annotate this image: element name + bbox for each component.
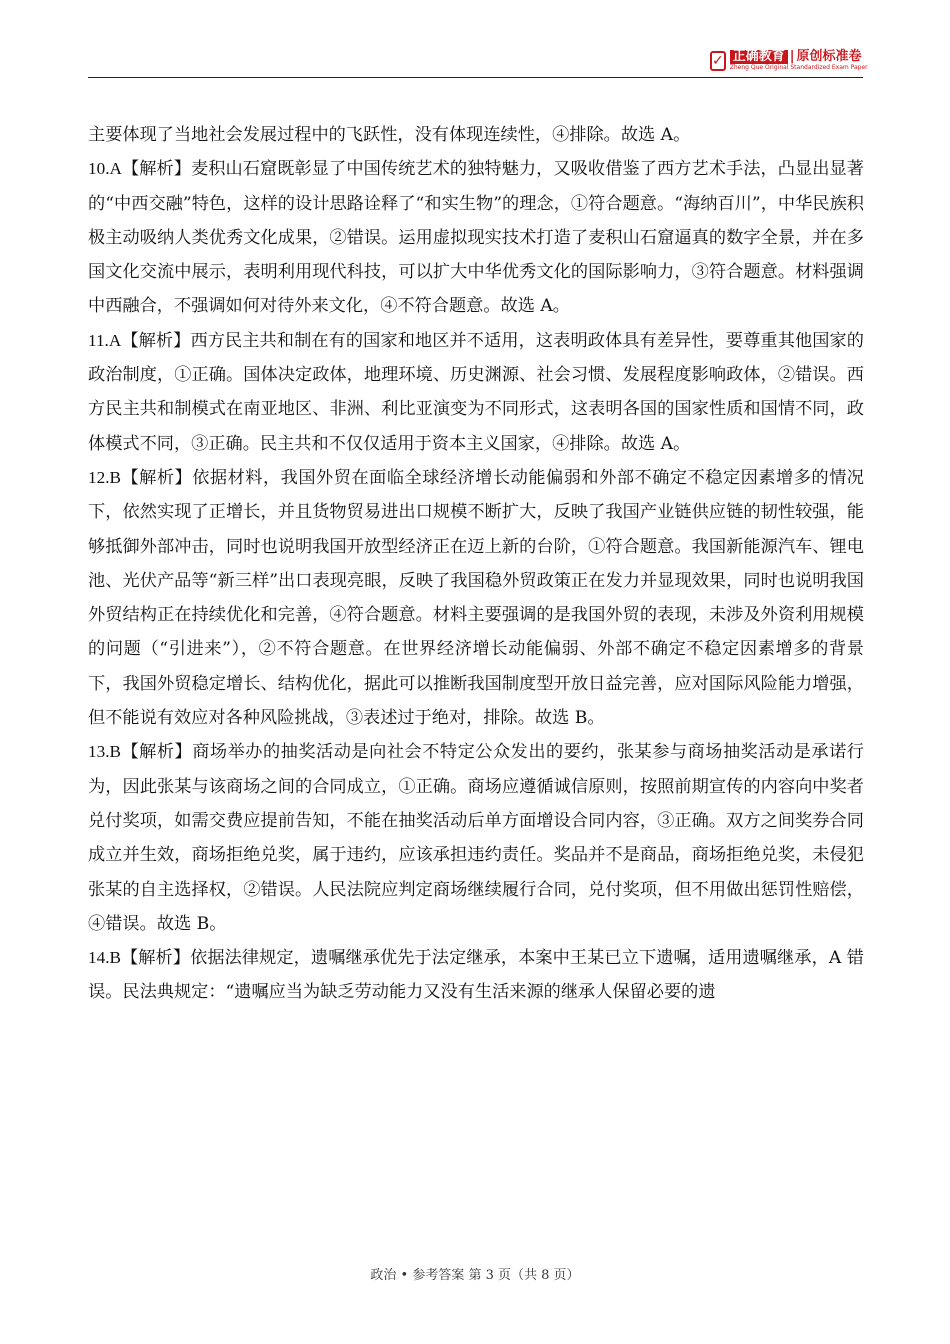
answer-paragraph-continued xyxy=(88,118,864,152)
paragraph-text: 【解析】商场举办的抽奖活动是向社会不特定公众发出的要约，张某参与商场抽奖活动是承诺行为，因此张某与该商场之间的合同成立，①正确。商场应遵循诚信原则，按照前期宣传的内容向中奖者兑付奖项，如需交费应提前告知，不能在抽奖活动后单方面增设合同内容，③正确。双方之间奖券合同成立并生效，商场拒绝兑奖，属于违约，应该承担违约责任。奖品并不是商品，商场拒绝兑奖，未侵犯张某的自主选择权，②错误。人民法院应判定商场继续履行合同，兑付奖项，但不用做出惩罚性赔偿，④错误。故选 B。 xyxy=(88,742,864,934)
logo-main-line xyxy=(730,50,868,64)
paragraph-text: 【解析】依据材料，我国外贸在面临全球经济增长动能偏弱和外部不确定不稳定因素增多的情况下，依然实现了正增长，并且货物贸易进出口规模不断扩大，反映了我国产业链供应链的韧性较强，能够抵御外部冲击，同时也说明我国开放型经济正在迈上新的台阶，①符合题意。我国新能源汽车、锂电池、光伏产品等“新三样”出口表现亮眼，反映了我国稳外贸政策正在发力并显现效果，同时也说明我国外贸结构正在持续优化和完善，④符合题意。材料主要强调的是我国外贸的表现，未涉及外资利用规模的问题（“引进来”），②不符合题意。在世界经济增长动能偏弱、外部不确定不稳定因素增多的背景下，我国外贸稳定增长、结构优化，据此可以推断我国制度型开放日益完善，应对国际风险能力增强，但不能说有效应对各种风险挑战，③表述过于绝对，排除。故选 B。 xyxy=(88,467,864,729)
question-number: 11.A xyxy=(88,330,122,350)
header-divider xyxy=(88,77,863,78)
paragraph-text: 【解析】西方民主共和制在有的国家和地区并不适用，这表明政体具有差异性，要尊重其他国家的政治制度，①正确。国体决定政体，地理环境、历史渊源、社会习惯、发展程度影响政体，②错误。西方民主共和制模式在南亚地区、非洲、利比亚演变为不同形式，这表明各国的国家性质和国情不同，政体模式不同，③正确。民主共和不仅仅适用于资本主义国家，④排除。故选 A。 xyxy=(88,330,864,454)
logo-text xyxy=(730,50,868,72)
logo-brand-name: 正确教育 xyxy=(730,50,788,64)
answer-content xyxy=(88,118,864,1010)
question-number: 12.B xyxy=(88,467,121,487)
logo-subtitle: Zheng Que Original Standardized Exam Paper xyxy=(729,64,868,71)
paragraph-text: 【解析】麦积山石窟既彰显了中国传统艺术的独特魅力，又吸收借鉴了西方艺术手法，凸显出显著的“中西交融”特色，这样的设计思路诠释了“和实生物”的理念，①符合题意。“海纳百川”，中华民族积极主动吸纳人类优秀文化成果，②错误。运用虚拟现实技术打造了麦积山石窟逼真的数字全景，并在多国文化交流中展示，表明利用现代科技，可以扩大中华优秀文化的国际影响力，③符合题意。材料强调中西融合，不强调如何对待外来文化，④不符合题意。故选 A。 xyxy=(88,159,864,317)
answer-paragraph-13 xyxy=(88,735,864,941)
answer-paragraph-12 xyxy=(88,461,864,735)
question-number: 14.B xyxy=(88,948,121,968)
checkmark-icon: ✓ xyxy=(712,53,724,69)
page-footer: 政治 • 参考答案 第 3 页（共 8 页） xyxy=(370,1268,580,1283)
answer-paragraph-11 xyxy=(88,324,864,461)
answer-paragraph-10 xyxy=(88,152,864,323)
question-number: 10.A xyxy=(88,159,122,179)
question-number: 13.B xyxy=(88,742,121,762)
paragraph-text: 主要体现了当地社会发展过程中的飞跃性，没有体现连续性，④排除。故选 A。 xyxy=(88,125,691,145)
logo-separator: | xyxy=(789,49,795,64)
answer-paragraph-14 xyxy=(88,941,864,1010)
logo-tagline: 原创标准卷 xyxy=(796,49,862,64)
paragraph-text: 【解析】依据法律规定，遗嘱继承优先于法定继承，本案中王某已立下遗嘱，适用遗嘱继承，A 错误。民法典规定：“遗嘱应当为缺乏劳动能力又没有生活来源的继承人保留必要的遗 xyxy=(88,948,864,1003)
brand-logo xyxy=(710,49,868,72)
